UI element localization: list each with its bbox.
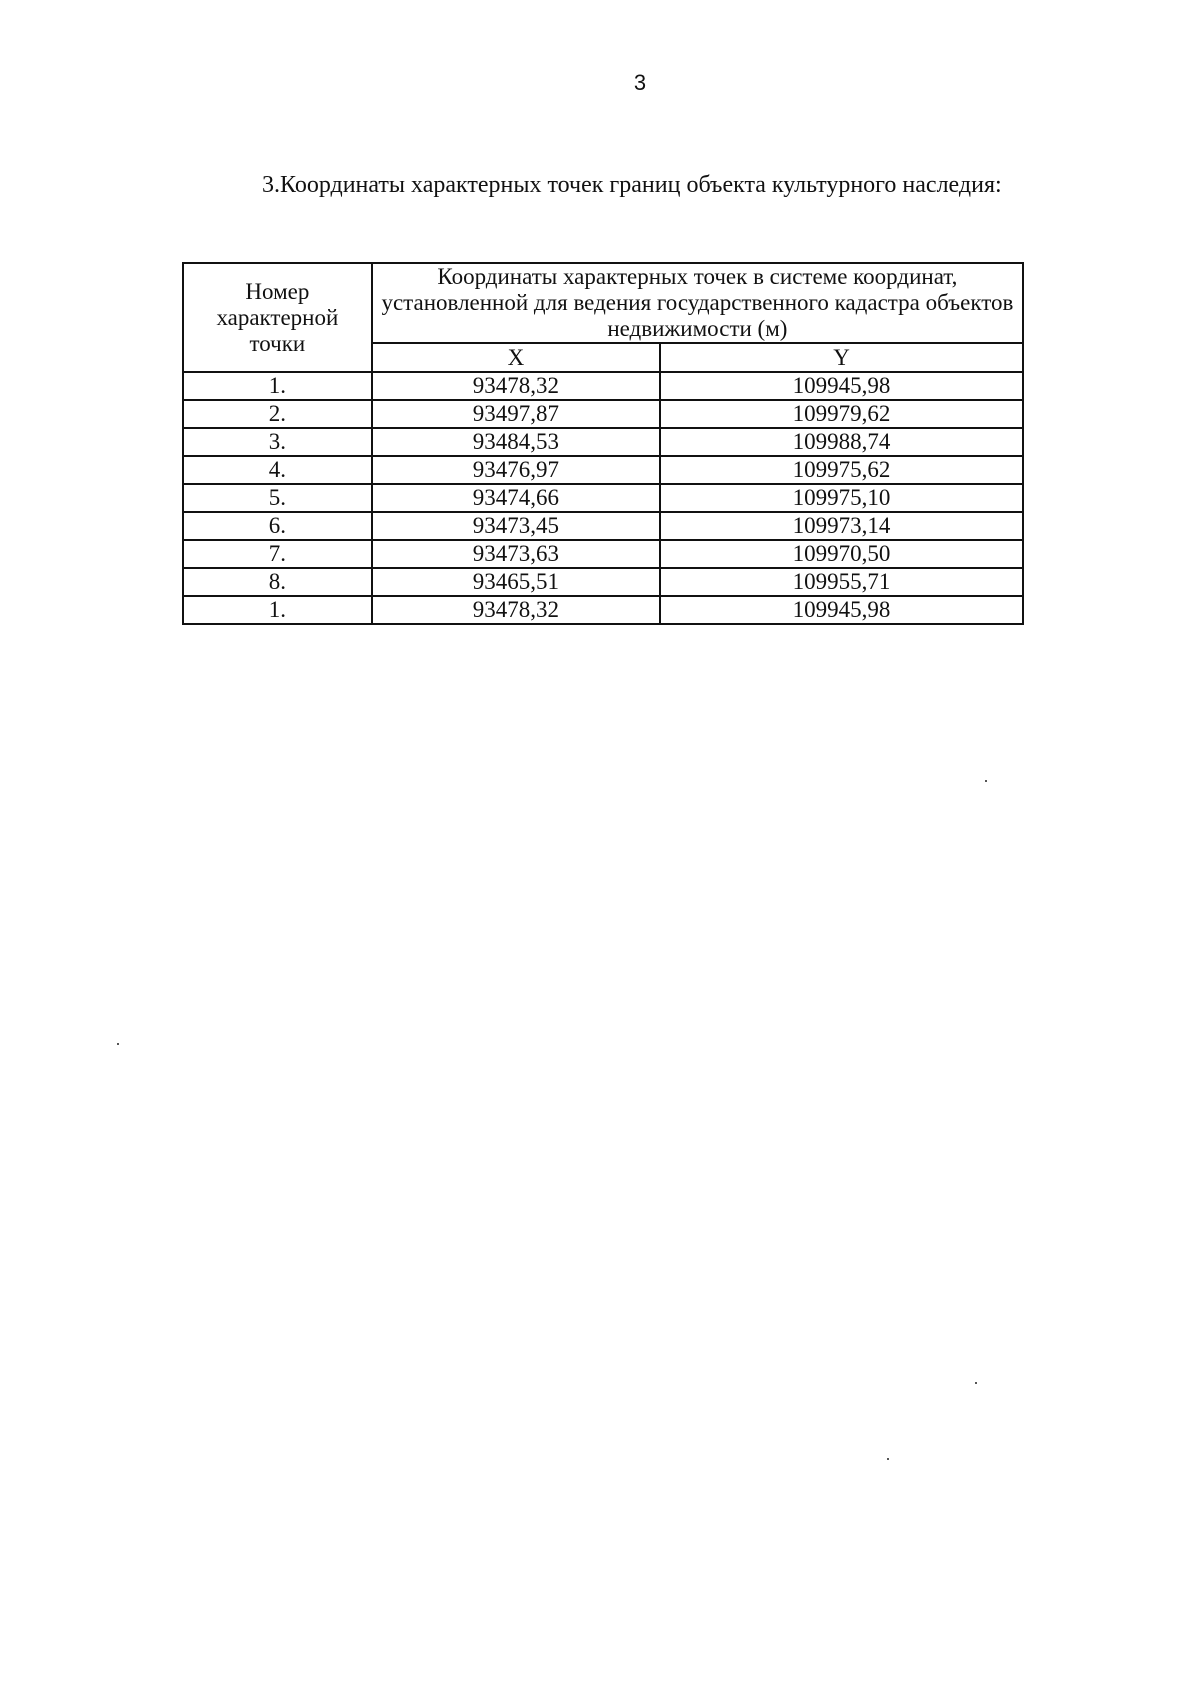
y-cell: 109988,74: [660, 428, 1023, 456]
point-number-cell: 2.: [183, 400, 372, 428]
y-cell: 109970,50: [660, 540, 1023, 568]
table-row: [183, 512, 1023, 540]
table-row: [183, 568, 1023, 596]
table-row: [183, 428, 1023, 456]
y-cell: 109975,10: [660, 484, 1023, 512]
x-cell: 93476,97: [372, 456, 660, 484]
x-cell: 93473,45: [372, 512, 660, 540]
scan-speck: [985, 780, 987, 782]
x-cell: 93484,53: [372, 428, 660, 456]
header-coordinates: Координаты характерных точек в системе координат, установленной для ведения государственного кадастра объектов недвижимости (м): [372, 263, 1023, 343]
point-number-cell: 6.: [183, 512, 372, 540]
y-cell: 109979,62: [660, 400, 1023, 428]
scan-speck: [887, 1458, 889, 1460]
table-row: [183, 596, 1023, 624]
point-number-cell: 7.: [183, 540, 372, 568]
x-cell: 93478,32: [372, 372, 660, 400]
y-cell: 109955,71: [660, 568, 1023, 596]
scan-speck: [975, 1382, 977, 1384]
coordinates-table: [182, 262, 1024, 625]
y-cell: 109945,98: [660, 596, 1023, 624]
scan-speck: [117, 1043, 119, 1045]
point-number-cell: 1.: [183, 372, 372, 400]
x-cell: 93474,66: [372, 484, 660, 512]
y-cell: 109945,98: [660, 372, 1023, 400]
point-number-cell: 4.: [183, 456, 372, 484]
point-number-cell: 3.: [183, 428, 372, 456]
header-x: X: [372, 343, 660, 372]
point-number-cell: 1.: [183, 596, 372, 624]
header-point-number: Номер характерной точки: [183, 263, 372, 372]
section-heading: 3.Координаты характерных точек границ объекта культурного наследия:: [262, 172, 1002, 198]
page-number: 3: [633, 70, 647, 95]
point-number-cell: 8.: [183, 568, 372, 596]
table-row: [183, 484, 1023, 512]
header-y: Y: [660, 343, 1023, 372]
x-cell: 93497,87: [372, 400, 660, 428]
table-row: [183, 372, 1023, 400]
y-cell: 109975,62: [660, 456, 1023, 484]
point-number-cell: 5.: [183, 484, 372, 512]
x-cell: 93465,51: [372, 568, 660, 596]
table-row: [183, 456, 1023, 484]
x-cell: 93473,63: [372, 540, 660, 568]
x-cell: 93478,32: [372, 596, 660, 624]
table-row: [183, 400, 1023, 428]
table-row: [183, 540, 1023, 568]
y-cell: 109973,14: [660, 512, 1023, 540]
